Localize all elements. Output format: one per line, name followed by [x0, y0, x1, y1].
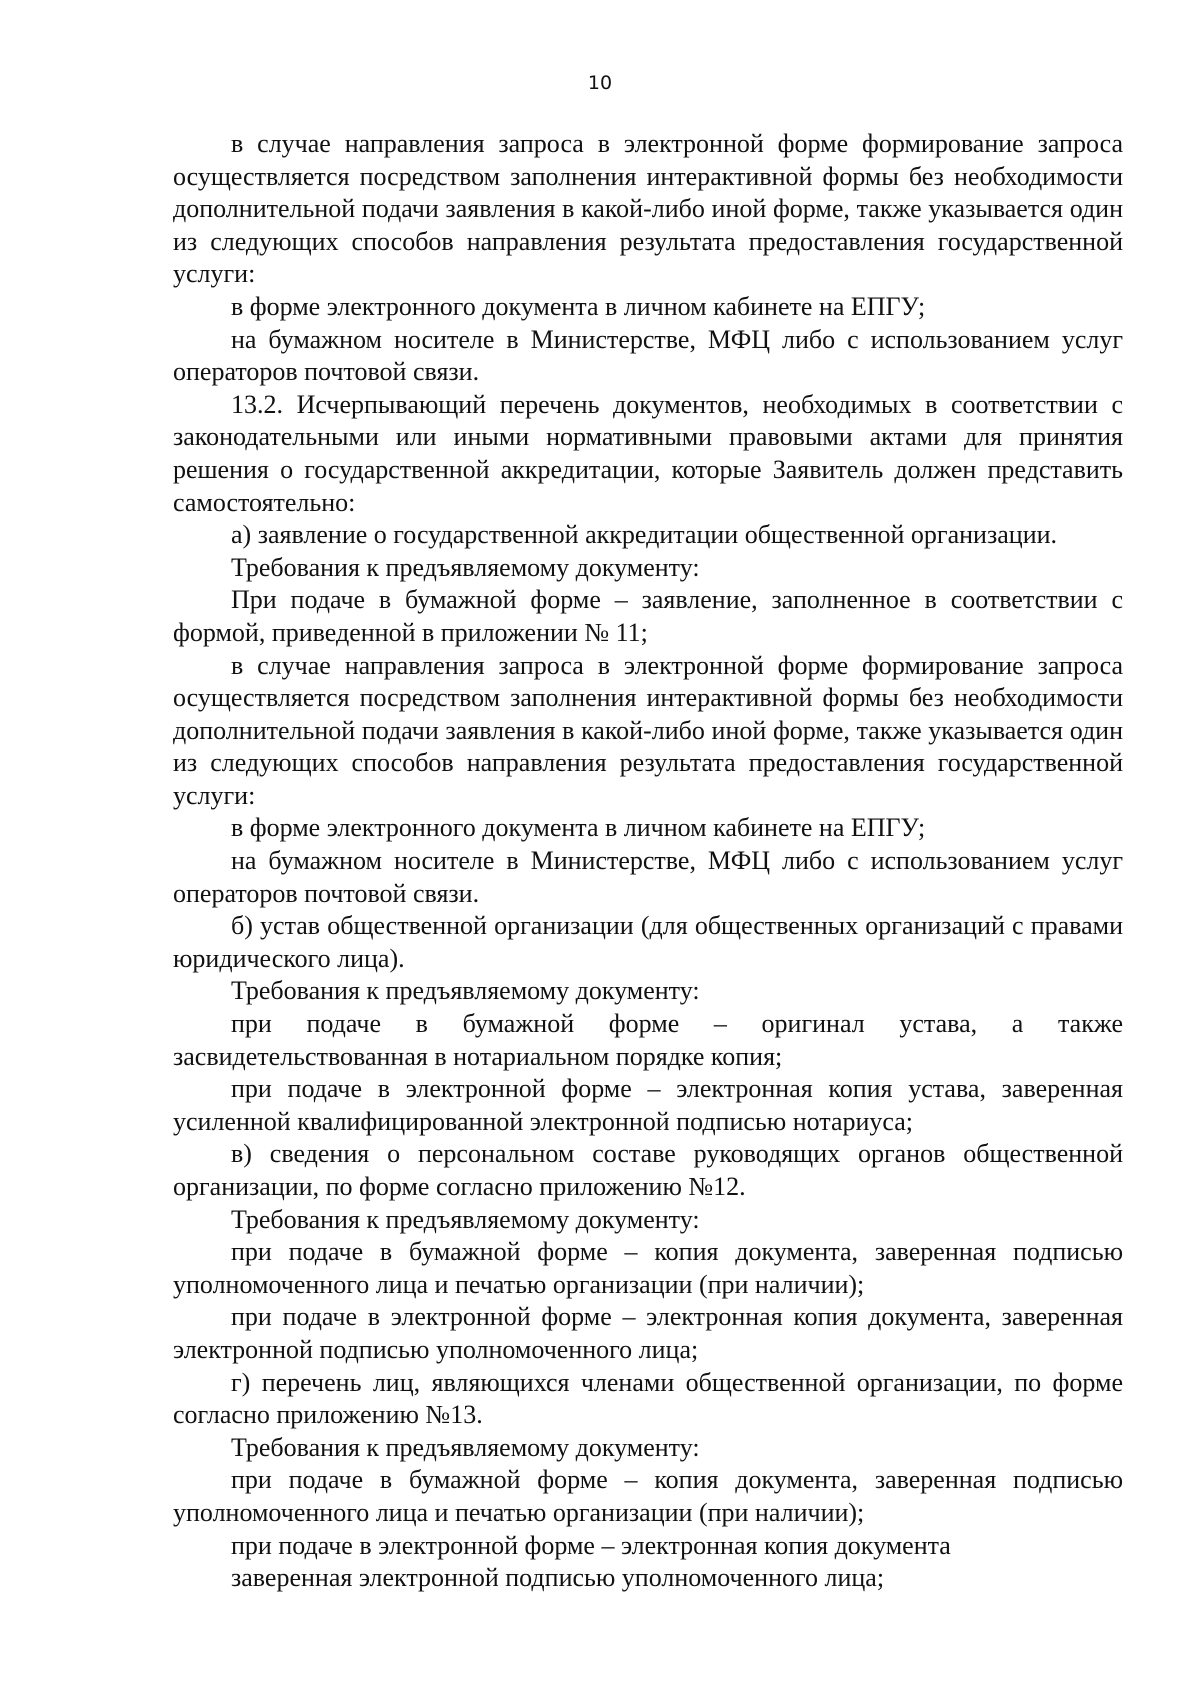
paragraph: в случае направления запроса в электронной форме формирование запроса осуществляется посредством заполнения интерактивной формы без необходимости дополнительной подачи заявления в какой-либо иной форме, также указывается один из следующих способов направления результата предоставления государственной услуги:: [173, 650, 1123, 810]
paragraph: 13.2. Исчерпывающий перечень документов, необходимых в соответствии с законодательными или иными нормативными правовыми актами для принятия решения о государственной аккредитации, которые Заявитель должен представить самостоятельно:: [173, 389, 1123, 517]
paragraph: Требования к предъявляемому документу:: [231, 1204, 700, 1234]
paragraph: Требования к предъявляемому документу:: [231, 976, 700, 1006]
paragraph: в форме электронного документа в личном кабинете на ЕПГУ;: [231, 813, 926, 843]
paragraph: г) перечень лиц, являющихся членами общественной организации, по форме согласно приложению №13.: [173, 1367, 1123, 1430]
paragraph: на бумажном носителе в Министерстве, МФЦ либо с использованием услуг операторов почтовой связи.: [173, 324, 1123, 387]
paragraph: на бумажном носителе в Министерстве, МФЦ либо с использованием услуг операторов почтовой связи.: [173, 846, 1123, 908]
paragraph: заверенная электронной подписью уполномоченного лица;: [231, 1563, 885, 1593]
paragraph: при подаче в электронной форме – электронная копия документа, заверенная электронной подписью уполномоченного лица;: [173, 1302, 1123, 1364]
paragraph: а) заявление о государственной аккредитации общественной организации.: [231, 520, 1058, 550]
document-body: [173, 128, 1123, 1595]
paragraph: б) устав общественной организации (для общественных организаций с правами юридического лица).: [173, 911, 1123, 973]
paragraph: При подаче в бумажной форме – заявление, заполненное в соответствии с формой, приведенной в приложении № 11;: [173, 585, 1123, 647]
paragraph: при подаче в бумажной форме – копия документа, заверенная подписью уполномоченного лица и печатью организации (при наличии);: [173, 1465, 1123, 1527]
paragraph: Требования к предъявляемому документу:: [231, 552, 700, 582]
paragraph: при подаче в бумажной форме – оригинал устава, а также засвидетельствованная в нотариальном порядке копия;: [173, 1009, 1123, 1071]
paragraph: в случае направления запроса в электронной форме формирование запроса осуществляется посредством заполнения интерактивной формы без необходимости дополнительной подачи заявления в какой-либо иной форме, также указывается один из следующих способов направления результата предоставления государственной услуги:: [173, 129, 1123, 289]
paragraph: при подаче в бумажной форме – копия документа, заверенная подписью уполномоченного лица и печатью организации (при наличии);: [173, 1237, 1123, 1299]
paragraph: в форме электронного документа в личном кабинете на ЕПГУ;: [231, 291, 926, 321]
paragraph: в) сведения о персональном составе руководящих органов общественной организации, по форме согласно приложению №12.: [173, 1139, 1123, 1201]
paragraph: при подаче в электронной форме – электронная копия документа: [231, 1530, 951, 1560]
paragraph: Требования к предъявляемому документу:: [231, 1432, 700, 1462]
paragraph: при подаче в электронной форме – электронная копия устава, заверенная усиленной квалифицированной электронной подписью нотариуса;: [173, 1074, 1123, 1136]
page-number: 10: [587, 72, 613, 94]
